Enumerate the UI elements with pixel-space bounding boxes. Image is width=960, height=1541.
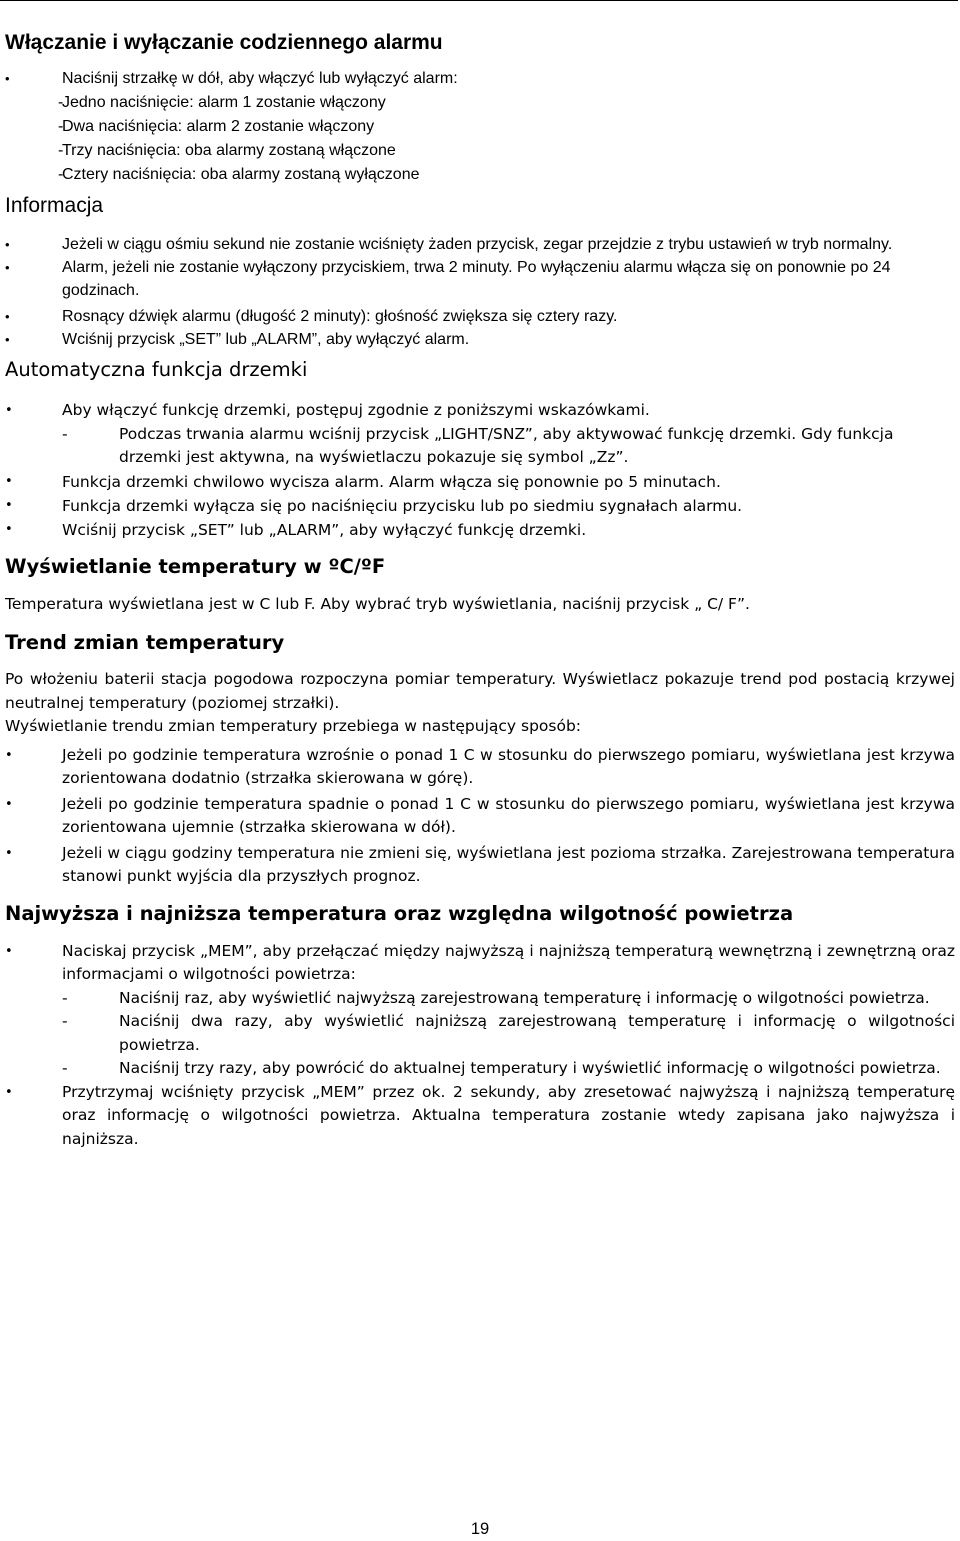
dash-text: Cztery naciśnięcia: oba alarmy zostaną wyłączone [62, 166, 420, 183]
list-item [5, 842, 955, 889]
list-item [5, 518, 955, 542]
dash-text: Naciśnij trzy razy, aby powrócić do aktualnej temperatury i wyświetlić informację o wilgotności powietrza. [119, 1059, 941, 1077]
list-item [5, 233, 955, 256]
bullet-text: Naciśnij strzałkę w dół, aby włączyć lub wyłączyć alarm: [62, 70, 458, 87]
dash-icon: - [62, 1012, 68, 1030]
dash-text: Naciśnij dwa razy, aby wyświetlić najniższą zarejestrowaną temperaturę i informację o wilgotności powietrza. [119, 1012, 955, 1054]
list-item [5, 494, 955, 518]
bullet-icon: • [5, 332, 10, 347]
bullet-icon: • [5, 309, 10, 324]
bullet-text: Jeżeli w ciągu ośmiu sekund nie zostanie wciśnięty żaden przycisk, zegar przejdzie z trybu ustawień w tryb normalny. [62, 236, 893, 253]
section-title-snooze: Automatyczna funkcja drzemki [5, 358, 308, 381]
section-title-minmax: Najwyższa i najniższa temperatura oraz względna wilgotność powietrza [5, 901, 794, 925]
list-item [5, 256, 955, 302]
list-item [5, 115, 955, 139]
bullet-icon: • [5, 237, 10, 252]
dash-text: Naciśnij raz, aby wyświetlić najwyższą zarejestrowaną temperaturę i informację o wilgotności powietrza. [119, 988, 930, 1007]
dash-text: Podczas trwania alarmu wciśnij przycisk „LIGHT/SNZ”, aby aktywować funkcję drzemki. Gdy funkcja drzemki jest aktywna, na wyświetlaczu pokazuje się symbol „Zz”. [119, 424, 894, 466]
temp-display-text: Temperatura wyświetlana jest w C lub F. Aby wybrać tryb wyświetlania, naciśnij przycisk „ C/ F”. [5, 594, 750, 613]
list-item [5, 399, 955, 423]
list-item [5, 328, 955, 351]
bullet-text: Funkcja drzemki wyłącza się po naciśnięciu przycisku lub po siedmiu sygnałach alarmu. [62, 496, 743, 515]
bullet-text: Naciskaj przycisk „MEM”, aby przełączać między najwyższą i najniższą temperaturą wewnętrzną i zewnętrzną oraz informacjami o wilgotności powietrza: [62, 941, 955, 983]
section-title-trend: Trend zmian temperatury [5, 631, 285, 654]
dash-icon: - [62, 424, 68, 443]
section-title-alarm: Włączanie i wyłączanie codziennego alarmu [5, 31, 443, 54]
list-item [5, 744, 955, 791]
bullet-icon: • [5, 71, 10, 86]
list-item [5, 305, 955, 328]
list-item [5, 1057, 955, 1081]
dash-icon: - [58, 142, 64, 159]
dash-icon: - [58, 166, 64, 183]
trend-paragraph-2: Wyświetlanie trendu zmian temperatury przebiega w następujący sposób: [5, 717, 582, 735]
bullet-icon: • [5, 796, 13, 812]
bullet-text: Jeżeli po godzinie temperatura spadnie o ponad 1 C w stosunku do pierwszego pomiaru, wyświetlana jest krzywa zorientowana ujemnie (strzałka skierowana w dół). [62, 794, 955, 836]
document-page [5, 31, 955, 1151]
bullet-text: Funkcja drzemki chwilowo wycisza alarm. Alarm włącza się ponownie po 5 minutach. [62, 472, 721, 491]
bullet-icon: • [5, 260, 10, 275]
list-item [5, 163, 955, 187]
bullet-icon: • [5, 473, 13, 489]
dash-text: Trzy naciśnięcia: oba alarmy zostaną włączone [62, 142, 396, 159]
bullet-text: Wciśnij przycisk „SET” lub „ALARM”, aby wyłączyć funkcję drzemki. [62, 520, 587, 539]
page-number: 19 [470, 1520, 490, 1538]
dash-icon: - [58, 94, 64, 111]
dash-icon: - [62, 988, 68, 1007]
trend-paragraph-1: Po włożeniu baterii stacja pogodowa rozpoczyna pomiar temperatury. Wyświetlacz pokazuje trend pod postacią krzywej neutralnej temperatury (poziomej strzałki). [5, 670, 955, 712]
dash-icon: - [62, 1059, 68, 1077]
bullet-text: Jeżeli po godzinie temperatura wzrośnie o ponad 1 C w stosunku do pierwszego pomiaru, wyświetlana jest krzywa zorientowana dodatnio (strzałka skierowana w górę). [62, 745, 955, 787]
bullet-text: Rosnący dźwięk alarmu (długość 2 minuty): głośność zwiększa się cztery razy. [62, 308, 618, 325]
bullet-text: Przytrzymaj wciśnięty przycisk „MEM” przez ok. 2 sekundy, aby zresetować najwyższą i najniższą temperaturę oraz informację o wilgotności powietrza. Aktualna temperatura zostanie wtedy zapisana jako najwyższa i najniższa. [62, 1082, 955, 1148]
bullet-icon: • [5, 1084, 13, 1100]
list-item [5, 423, 955, 470]
dash-text: Dwa naciśnięcia: alarm 2 zostanie włączony [62, 118, 375, 135]
bullet-icon: • [5, 845, 13, 861]
bullet-icon: • [5, 521, 13, 537]
top-rule [0, 0, 958, 1]
list-item [5, 1010, 955, 1057]
list-item [5, 793, 955, 840]
dash-text: Jedno naciśnięcie: alarm 1 zostanie włączony [62, 94, 386, 111]
bullet-icon: • [5, 497, 13, 513]
bullet-text: Wciśnij przycisk „SET” lub „ALARM”, aby wyłączyć alarm. [62, 331, 470, 348]
list-item [5, 139, 955, 163]
dash-icon: - [58, 118, 64, 135]
list-item [5, 940, 955, 987]
section-title-info: Informacja [5, 194, 104, 217]
list-item [5, 67, 955, 91]
section-title-temp-display: Wyświetlanie temperatury w ºC/ºF [5, 554, 386, 578]
bullet-icon: • [5, 943, 13, 959]
bullet-text: Alarm, jeżeli nie zostanie wyłączony przyciskiem, trwa 2 minuty. Po wyłączeniu alarmu włącza się on ponownie po 24 godzinach. [62, 259, 891, 299]
list-item [5, 470, 955, 494]
bullet-text: Aby włączyć funkcję drzemki, postępuj zgodnie z poniższymi wskazówkami. [62, 401, 650, 419]
list-item [5, 987, 955, 1011]
bullet-icon: • [5, 747, 13, 763]
list-item [5, 1081, 955, 1152]
bullet-icon: • [5, 403, 13, 418]
list-item [5, 91, 955, 115]
bullet-text: Jeżeli w ciągu godziny temperatura nie zmieni się, wyświetlana jest pozioma strzałka. Zarejestrowana temperatura stanowi punkt wyjścia dla przyszłych prognoz. [62, 843, 955, 885]
